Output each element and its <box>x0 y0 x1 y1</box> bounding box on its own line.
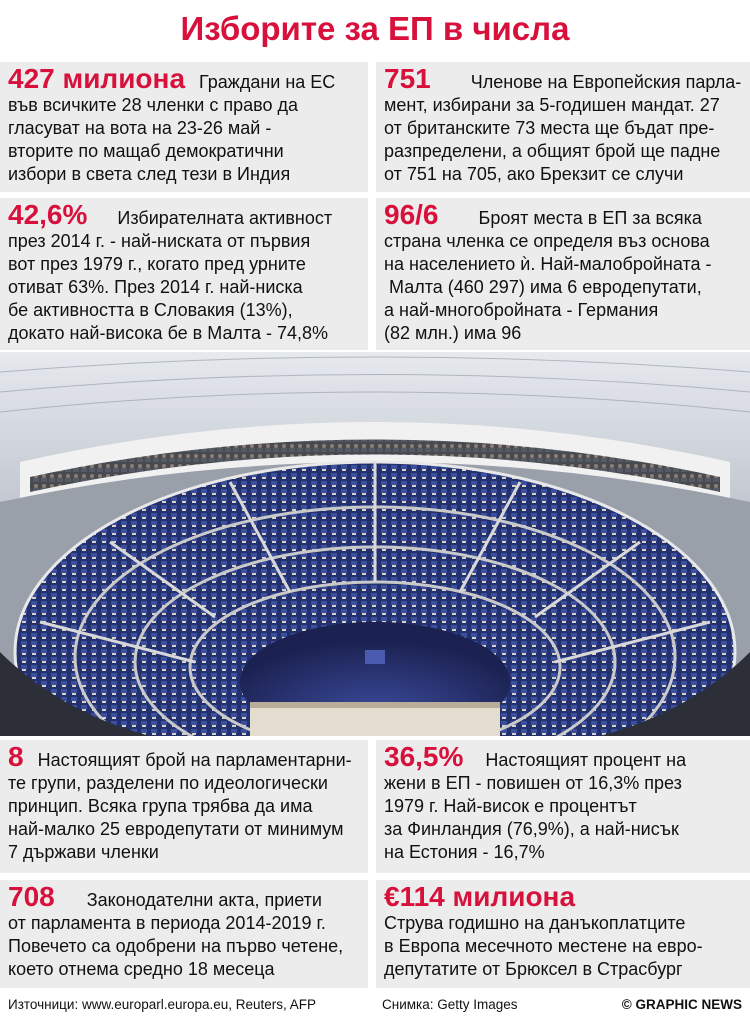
fact-text-line: във всичките 28 членки с право да <box>8 95 298 115</box>
fact-text-line: Малта (460 297) има 6 евродепутати, <box>384 277 702 297</box>
page-title: Изборите за ЕП в числа <box>180 10 570 47</box>
fact-text-line: Настоящият процент на <box>485 750 687 770</box>
fact-number: 96/6 <box>384 199 439 230</box>
fact-text-line: а най-многобройната - Германия <box>384 300 659 320</box>
brand-logo-text: © GRAPHIC NEWS <box>621 997 742 1012</box>
footer <box>0 992 750 1017</box>
fact-text-line: от парламента в периода 2014-2019 г. <box>8 913 326 933</box>
fact-text-line: Избирателната активност <box>117 208 333 228</box>
fact-number: 427 милиона <box>8 63 186 94</box>
fact-text-line: страна членка се определя въз основа <box>384 231 710 251</box>
fact-text-line: депутатите от Брюксел в Страсбург <box>384 959 683 979</box>
fact-text-line: от британските 73 места ще бъдат пре- <box>384 118 715 138</box>
fact-women <box>376 740 750 873</box>
parliament-hemicycle-photo <box>0 352 750 736</box>
fact-number: 36,5% <box>384 741 464 772</box>
fact-text-line: най-малко 25 евродепутати от минимум <box>8 819 344 839</box>
fact-number: 8 <box>8 741 24 772</box>
fact-text-line: Граждани на ЕС <box>199 72 336 92</box>
fact-text-line: гласуват на вота на 23-26 май - <box>8 118 272 138</box>
fact-groups <box>0 740 368 873</box>
fact-cost <box>376 880 750 988</box>
fact-text-line: в Европа месечното местене на евро- <box>384 936 703 956</box>
fact-text-line: Членове на Европейския парла- <box>470 72 742 92</box>
fact-text-line: на населението ѝ. Най-малобройната - <box>384 254 712 274</box>
fact-text-line: на Естония - 16,7% <box>384 842 545 862</box>
fact-text-line: принцип. Всяка група трябва да има <box>8 796 313 816</box>
fact-text-line: отиват 63%. През 2014 г. най-ниска <box>8 277 303 297</box>
fact-text-line: Законодателни акта, приети <box>86 890 322 910</box>
fact-text-line: те групи, разделени по идеологически <box>8 773 328 793</box>
fact-text-line: през 2014 г. - най-ниската от първия <box>8 231 311 251</box>
fact-text-line: жени в ЕП - повишен от 16,3% през <box>384 773 682 793</box>
fact-number: €114 милиона <box>384 881 576 912</box>
fact-text-line: от 751 на 705, ако Брекзит се случи <box>384 164 684 184</box>
fact-text-line: 7 държави членки <box>8 842 159 862</box>
fact-number: 751 <box>384 63 431 94</box>
photo-credit: Снимка: Getty Images <box>382 997 518 1012</box>
fact-text-line: 1979 г. Най-висок е процентът <box>384 796 637 816</box>
fact-turnout <box>0 198 368 350</box>
fact-text-line: което отнема средно 18 месеца <box>8 959 275 979</box>
fact-text-line: вторите по мащаб демократични <box>8 141 284 161</box>
fact-members <box>376 62 750 192</box>
fact-number: 42,6% <box>8 199 88 230</box>
fact-text-line: (82 млн.) има 96 <box>384 323 522 343</box>
fact-text-line: Броят места в ЕП за всяка <box>478 208 702 228</box>
fact-text-line: разпределени, а общият брой ще падне <box>384 141 721 161</box>
fact-acts <box>0 880 368 988</box>
fact-text-line: мент, избирани за 5-годишен мандат. 27 <box>384 95 720 115</box>
fact-text-line: избори в света след тези в Индия <box>8 164 291 184</box>
fact-text-line: Струва годишно на данъкоплатците <box>384 913 686 933</box>
fact-number: 708 <box>8 881 55 912</box>
fact-text-line: вот през 1979 г., когато пред урните <box>8 254 306 274</box>
fact-text-line: докато най-висока бе в Малта - 74,8% <box>8 323 329 343</box>
sources-text: Източници: www.europarl.europa.eu, Reuters, AFP <box>8 997 317 1012</box>
fact-text-line: Повечето са одобрени на първо четене, <box>8 936 344 956</box>
fact-text-line: бе активността в Словакия (13%), <box>8 300 293 320</box>
fact-voters <box>0 62 368 192</box>
fact-text-line: Настоящият брой на парламентарни- <box>37 750 352 770</box>
fact-seats <box>376 198 750 350</box>
fact-text-line: за Финландия (76,9%), а най-нисък <box>384 819 679 839</box>
